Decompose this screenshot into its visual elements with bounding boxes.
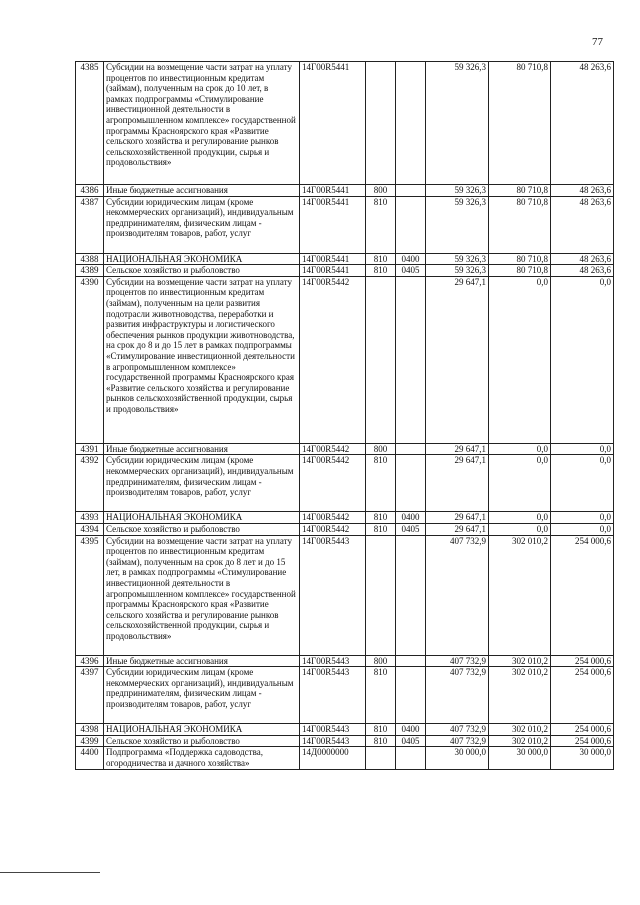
row-expense-type: 800 — [366, 443, 396, 455]
row-amount-year-3: 254 000,6 — [551, 724, 614, 736]
row-amount-year-1: 29 647,1 — [426, 443, 489, 455]
row-number: 4393 — [76, 512, 104, 524]
row-target-code: 14Г00R5442 — [300, 512, 366, 524]
row-target-code: 14Г00R5442 — [300, 276, 366, 443]
row-name: Субсидии на возмещение части затрат на уплату процентов по инвестиционным кредитам (займам), полученным на срок до 10 лет, в рамках подпрограммы «Стимулирование инвестиционной деятельности в агропромышленном комплексе» государственной программы Красноярского края «Развитие сельского хозяйства и регулирование рынков сельскохозяйственной продукции, сырья и продовольствия» — [104, 62, 300, 185]
row-amount-year-2: 80 710,8 — [489, 253, 551, 265]
row-name: Сельское хозяйство и рыболовство — [104, 265, 300, 277]
table-row — [76, 196, 614, 253]
row-target-code: 14Г00R5442 — [300, 443, 366, 455]
row-amount-year-1: 407 732,9 — [426, 655, 489, 667]
row-expense-type — [366, 535, 396, 655]
row-target-code: 14Г00R5441 — [300, 253, 366, 265]
row-name: Субсидии юридическим лицам (кроме некоммерческих организаций), индивидуальным предпринимателям, физическим лицам - производителям товаров, работ, услуг — [104, 196, 300, 253]
row-section: 0405 — [396, 735, 426, 747]
row-amount-year-3: 48 263,6 — [551, 265, 614, 277]
row-amount-year-2: 0,0 — [489, 512, 551, 524]
row-amount-year-2: 30 000,0 — [489, 747, 551, 770]
row-section: 0400 — [396, 724, 426, 736]
row-target-code: 14Г00R5443 — [300, 667, 366, 724]
table-row — [76, 276, 614, 443]
row-section — [396, 747, 426, 770]
row-amount-year-1: 30 000,0 — [426, 747, 489, 770]
row-name: Субсидии на возмещение части затрат на уплату процентов по инвестиционным кредитам (займам), полученным на срок до 8 лет и до 15 лет, в рамках подпрограммы «Стимулирование инвестиционной деятельности в агропромышленном комплексе» государственной программы Красноярского края «Развитие сельского хозяйства и регулирование рынков сельскохозяйственной продукции, сырья и продовольствия» — [104, 535, 300, 655]
row-amount-year-1: 59 326,3 — [426, 196, 489, 253]
row-amount-year-3: 0,0 — [551, 523, 614, 535]
row-amount-year-1: 59 326,3 — [426, 265, 489, 277]
row-section: 0400 — [396, 512, 426, 524]
table-row — [76, 512, 614, 524]
table-row — [76, 747, 614, 770]
row-name: Сельское хозяйство и рыболовство — [104, 735, 300, 747]
row-target-code: 14Д0000000 — [300, 747, 366, 770]
row-section — [396, 655, 426, 667]
row-amount-year-3: 0,0 — [551, 455, 614, 512]
table-row — [76, 62, 614, 185]
row-expense-type — [366, 276, 396, 443]
row-section — [396, 196, 426, 253]
row-target-code: 14Г00R5443 — [300, 735, 366, 747]
row-target-code: 14Г00R5441 — [300, 196, 366, 253]
row-target-code: 14Г00R5443 — [300, 724, 366, 736]
row-amount-year-2: 80 710,8 — [489, 196, 551, 253]
row-number: 4385 — [76, 62, 104, 185]
row-amount-year-3: 0,0 — [551, 276, 614, 443]
row-amount-year-3: 254 000,6 — [551, 735, 614, 747]
row-amount-year-2: 0,0 — [489, 276, 551, 443]
table-row — [76, 455, 614, 512]
row-amount-year-3: 48 263,6 — [551, 185, 614, 197]
row-section — [396, 455, 426, 512]
row-section: 0405 — [396, 265, 426, 277]
row-section — [396, 276, 426, 443]
table-row — [76, 253, 614, 265]
row-amount-year-1: 59 326,3 — [426, 253, 489, 265]
row-amount-year-3: 30 000,0 — [551, 747, 614, 770]
row-number: 4396 — [76, 655, 104, 667]
row-amount-year-3: 254 000,6 — [551, 655, 614, 667]
table-row — [76, 265, 614, 277]
row-number: 4395 — [76, 535, 104, 655]
row-number: 4389 — [76, 265, 104, 277]
row-amount-year-3: 48 263,6 — [551, 253, 614, 265]
row-amount-year-3: 254 000,6 — [551, 535, 614, 655]
row-section — [396, 443, 426, 455]
row-name: Иные бюджетные ассигнования — [104, 443, 300, 455]
row-target-code: 14Г00R5443 — [300, 655, 366, 667]
row-amount-year-3: 48 263,6 — [551, 196, 614, 253]
row-amount-year-1: 407 732,9 — [426, 735, 489, 747]
row-target-code: 14Г00R5442 — [300, 455, 366, 512]
row-section — [396, 535, 426, 655]
row-amount-year-1: 407 732,9 — [426, 535, 489, 655]
page-number: 77 — [592, 36, 603, 48]
row-amount-year-3: 0,0 — [551, 443, 614, 455]
row-name: Иные бюджетные ассигнования — [104, 185, 300, 197]
row-expense-type: 810 — [366, 455, 396, 512]
row-expense-type — [366, 747, 396, 770]
table-row — [76, 724, 614, 736]
row-expense-type: 810 — [366, 735, 396, 747]
row-number: 4400 — [76, 747, 104, 770]
row-section: 0400 — [396, 253, 426, 265]
row-section — [396, 667, 426, 724]
row-amount-year-1: 29 647,1 — [426, 523, 489, 535]
row-name: Субсидии юридическим лицам (кроме некоммерческих организаций), индивидуальным предпринимателям, физическим лицам - производителям товаров, работ, услуг — [104, 455, 300, 512]
table-row — [76, 735, 614, 747]
row-expense-type: 800 — [366, 655, 396, 667]
row-amount-year-2: 302 010,2 — [489, 535, 551, 655]
row-expense-type: 810 — [366, 253, 396, 265]
table-row — [76, 535, 614, 655]
row-number: 4398 — [76, 724, 104, 736]
row-target-code: 14Г00R5441 — [300, 62, 366, 185]
row-amount-year-2: 80 710,8 — [489, 62, 551, 185]
row-number: 4390 — [76, 276, 104, 443]
row-number: 4394 — [76, 523, 104, 535]
row-expense-type: 810 — [366, 265, 396, 277]
row-name: Сельское хозяйство и рыболовство — [104, 523, 300, 535]
row-section — [396, 185, 426, 197]
table-row — [76, 523, 614, 535]
row-amount-year-1: 407 732,9 — [426, 724, 489, 736]
budget-table — [75, 61, 614, 770]
row-number: 4392 — [76, 455, 104, 512]
footer-divider — [0, 872, 100, 873]
row-amount-year-2: 302 010,2 — [489, 655, 551, 667]
row-amount-year-1: 59 326,3 — [426, 185, 489, 197]
table-row — [76, 655, 614, 667]
row-amount-year-1: 29 647,1 — [426, 512, 489, 524]
row-name: Подпрограмма «Поддержка садоводства, огородничества и дачного хозяйства» — [104, 747, 300, 770]
row-amount-year-2: 0,0 — [489, 523, 551, 535]
row-number: 4387 — [76, 196, 104, 253]
row-number: 4386 — [76, 185, 104, 197]
row-name: НАЦИОНАЛЬНАЯ ЭКОНОМИКА — [104, 512, 300, 524]
row-amount-year-2: 0,0 — [489, 443, 551, 455]
row-amount-year-1: 29 647,1 — [426, 455, 489, 512]
row-name: Иные бюджетные ассигнования — [104, 655, 300, 667]
row-amount-year-3: 0,0 — [551, 512, 614, 524]
row-expense-type: 800 — [366, 185, 396, 197]
row-expense-type: 810 — [366, 196, 396, 253]
row-amount-year-1: 407 732,9 — [426, 667, 489, 724]
row-name: Субсидии на возмещение части затрат на уплату процентов по инвестиционным кредитам (займам), полученным на цели развития подотрасли животноводства, переработки и развития инфраструктуры и логистического обеспечения рынков продукции животноводства, на срок до 8 и до 15 лет в рамках подпрограммы «Стимулирование инвестиционной деятельности в агропромышленном комплексе» государственной программы Красноярского края «Развитие сельского хозяйства и регулирование рынков сельскохозяйственной продукции, сырья и продовольствия» — [104, 276, 300, 443]
table-row — [76, 667, 614, 724]
row-name: НАЦИОНАЛЬНАЯ ЭКОНОМИКА — [104, 724, 300, 736]
row-amount-year-2: 80 710,8 — [489, 265, 551, 277]
row-amount-year-3: 48 263,6 — [551, 62, 614, 185]
row-target-code: 14Г00R5443 — [300, 535, 366, 655]
row-expense-type: 810 — [366, 523, 396, 535]
row-name: НАЦИОНАЛЬНАЯ ЭКОНОМИКА — [104, 253, 300, 265]
row-amount-year-3: 254 000,6 — [551, 667, 614, 724]
row-number: 4388 — [76, 253, 104, 265]
row-amount-year-2: 80 710,8 — [489, 185, 551, 197]
table-body — [76, 62, 614, 770]
row-amount-year-1: 29 647,1 — [426, 276, 489, 443]
row-number: 4397 — [76, 667, 104, 724]
row-number: 4391 — [76, 443, 104, 455]
table-row — [76, 185, 614, 197]
row-amount-year-2: 0,0 — [489, 455, 551, 512]
row-expense-type — [366, 62, 396, 185]
row-section: 0405 — [396, 523, 426, 535]
row-expense-type: 810 — [366, 724, 396, 736]
row-amount-year-2: 302 010,2 — [489, 724, 551, 736]
row-target-code: 14Г00R5441 — [300, 265, 366, 277]
row-target-code: 14Г00R5442 — [300, 523, 366, 535]
row-name: Субсидии юридическим лицам (кроме некоммерческих организаций), индивидуальным предпринимателям, физическим лицам - производителям товаров, работ, услуг — [104, 667, 300, 724]
row-expense-type: 810 — [366, 512, 396, 524]
row-amount-year-2: 302 010,2 — [489, 735, 551, 747]
table-row — [76, 443, 614, 455]
row-number: 4399 — [76, 735, 104, 747]
row-expense-type: 810 — [366, 667, 396, 724]
row-section — [396, 62, 426, 185]
row-target-code: 14Г00R5441 — [300, 185, 366, 197]
row-amount-year-2: 302 010,2 — [489, 667, 551, 724]
row-amount-year-1: 59 326,3 — [426, 62, 489, 185]
